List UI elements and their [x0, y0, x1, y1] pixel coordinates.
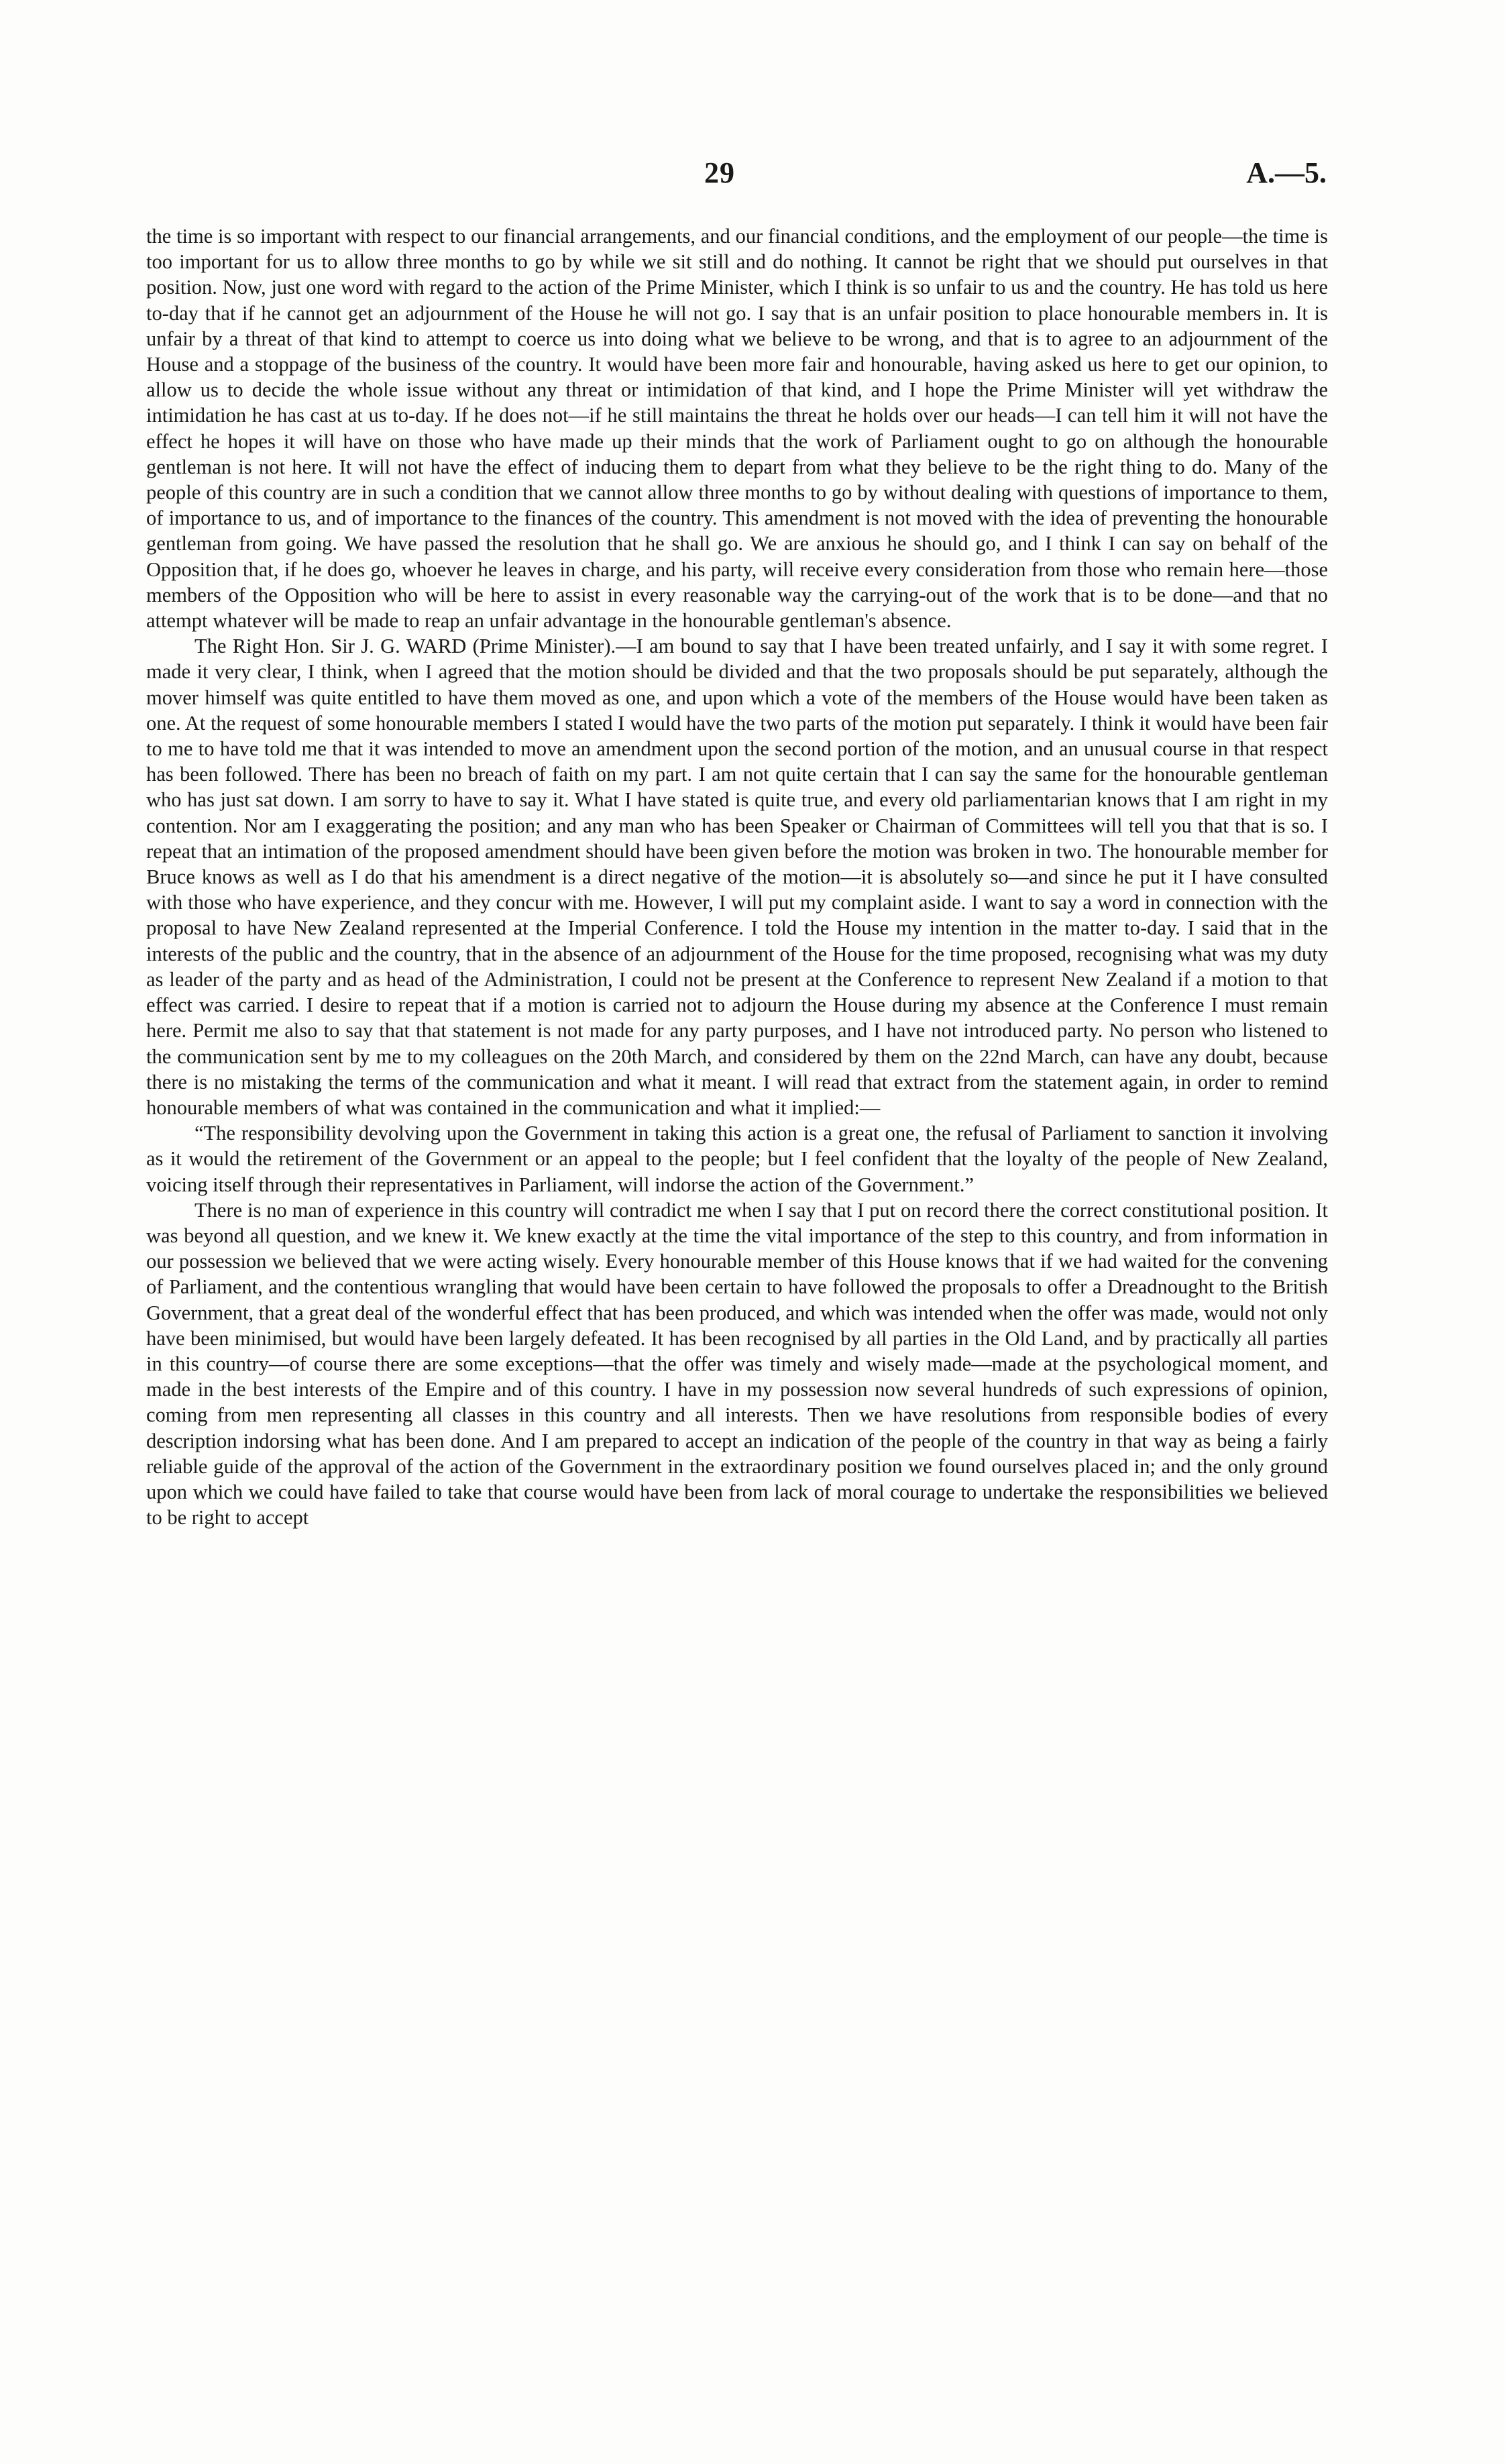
page-header: [148, 156, 1327, 203]
paragraph-continuation: the time is so important with respect to our financial arrangements, and our financial conditions, and the employment of our people—the time is too important for us to allow three months to go by while we sit still and do nothing. It cannot be right that we should put ourselves in that position. Now, just one word with regard to the action of the Prime Minister, which I think is so unfair to us and the country. He has told us here to-day that if he cannot get an adjournment of the House he will not go. I say that is an unfair position to place honourable members in. It is unfair by a threat of that kind to attempt to coerce us into doing what we believe to be wrong, and that is to agree to an adjournment of the House and a stoppage of the business of the country. It would have been more fair and honourable, having asked us here to get our opinion, to allow us to decide the whole issue without any threat or intimidation of that kind, and I hope the Prime Minister will yet withdraw the intimidation he has cast at us to-day. If he does not—if he still maintains the threat he holds over our heads—I can tell him it will not have the effect he hopes it will have on those who have made up their minds that the work of Parliament ought to go on although the honourable gentleman is not here. It will not have the effect of inducing them to depart from what they believe to be the right thing to do. Many of the people of this country are in such a condition that we cannot allow three months to go by without dealing with questions of importance to them, of importance to us, and of importance to the finances of the country. This amendment is not moved with the idea of preventing the honourable gentleman from going. We have passed the resolution that he shall go. We are anxious he should go, and I think I can say on behalf of the Opposition that, if he does go, whoever he leaves in charge, and his party, will receive every consideration from those who remain here—those members of the Opposition who will be here to assist in every reasonable way the carrying-out of the work that is to be done—and that no attempt whatever will be made to reap an unfair advantage in the honourable gentleman's absence.: [146, 225, 1328, 633]
paragraph-quoted-statement: “The responsibility devolving upon the Government in taking this action is a great one, the refusal of Parliament to sanction it involving as it would the retirement of the Government or an appeal to the people; but I feel confident that the loyalty of the people of New Zealand, voicing itself through their representatives in Parliament, will indorse the action of the Government.”: [146, 1122, 1328, 1196]
document-body: [146, 223, 1328, 1530]
paragraph-prime-minister-speech: The Right Hon. Sir J. G. WARD (Prime Minister).—I am bound to say that I have been treated unfairly, and I say it with some regret. I made it very clear, I think, when I agreed that the motion should be divided and that the two proposals should be put separately, although the mover himself was quite entitled to have them moved as one, and upon which a vote of the members of the House would have been taken as one. At the request of some honourable members I stated I would have the two parts of the motion put separately. I think it would have been fair to me to have told me that it was intended to move an amendment upon the second portion of the motion, and an unusual course in that respect has been followed. There has been no breach of faith on my part. I am not quite certain that I can say the same for the honourable gentleman who has just sat down. I am sorry to have to say it. What I have stated is quite true, and every old parliamentarian knows that I am right in my contention. Nor am I exaggerating the position; and any man who has been Speaker or Chairman of Committees will tell you that that is so. I repeat that an intimation of the proposed amendment should have been given before the motion was broken in two. The honourable member for Bruce knows as well as I do that his amendment is a direct negative of the motion—it is absolutely so—and since he put it I have consulted with those who have experience, and they concur with me. However, I will put my complaint aside. I want to say a word in connection with the proposal to have New Zealand represented at the Imperial Conference. I told the House my intention in the matter to-day. I said that in the interests of the public and the country, that in the absence of an adjournment of the House for the time proposed, recognising what was my duty as leader of the party and as head of the Administration, I could not be present at the Conference to represent New Zealand if a motion to that effect was carried. I desire to repeat that if a motion is carried not to adjourn the House during my absence at the Conference I must remain here. Permit me also to say that that statement is not made for any party purposes, and I have not introduced party. No person who listened to the communication sent by me to my colleagues on the 20th March, and considered by them on the 22nd March, can have any doubt, because there is no mistaking the terms of the communication and what it meant. I will read that extract from the statement again, in order to remind honourable members of what was contained in the communication and what it implied:—: [146, 635, 1328, 1119]
paragraph-constitutional-position: There is no man of experience in this country will contradict me when I say that I put on record there the correct constitutional position. It was beyond all question, and we knew it. We knew exactly at the time the vital importance of the step to this country, and from information in our possession we believed that we were acting wisely. Every honourable member of this House knows that if we had waited for the convening of Parliament, and the contentious wrangling that would have been certain to have followed the proposals to offer a Dreadnought to the British Government, that a great deal of the wonderful effect that has been produced, and which was intended when the offer was made, would not only have been minimised, but would have been largely defeated. It has been recognised by all parties in the Old Land, and by practically all parties in this country—of course there are some exceptions—that the offer was timely and wisely made—made at the psychological moment, and made in the best interests of the Empire and of this country. I have in my possession now several hundreds of such expressions of opinion, coming from men representing all classes in this country and all interests. Then we have resolutions from responsible bodies of every description indorsing what has been done. And I am prepared to accept an indication of the people of the country in that way as being a fairly reliable guide of the approval of the action of the Government in the extraordinary position we found ourselves placed in; and the only ground upon which we could have failed to take that course would have been from lack of moral courage to undertake the responsibilities we believed to be right to accept: [146, 1198, 1328, 1530]
page-number: 29: [704, 156, 735, 189]
paper-reference: A.—5.: [1246, 156, 1327, 189]
